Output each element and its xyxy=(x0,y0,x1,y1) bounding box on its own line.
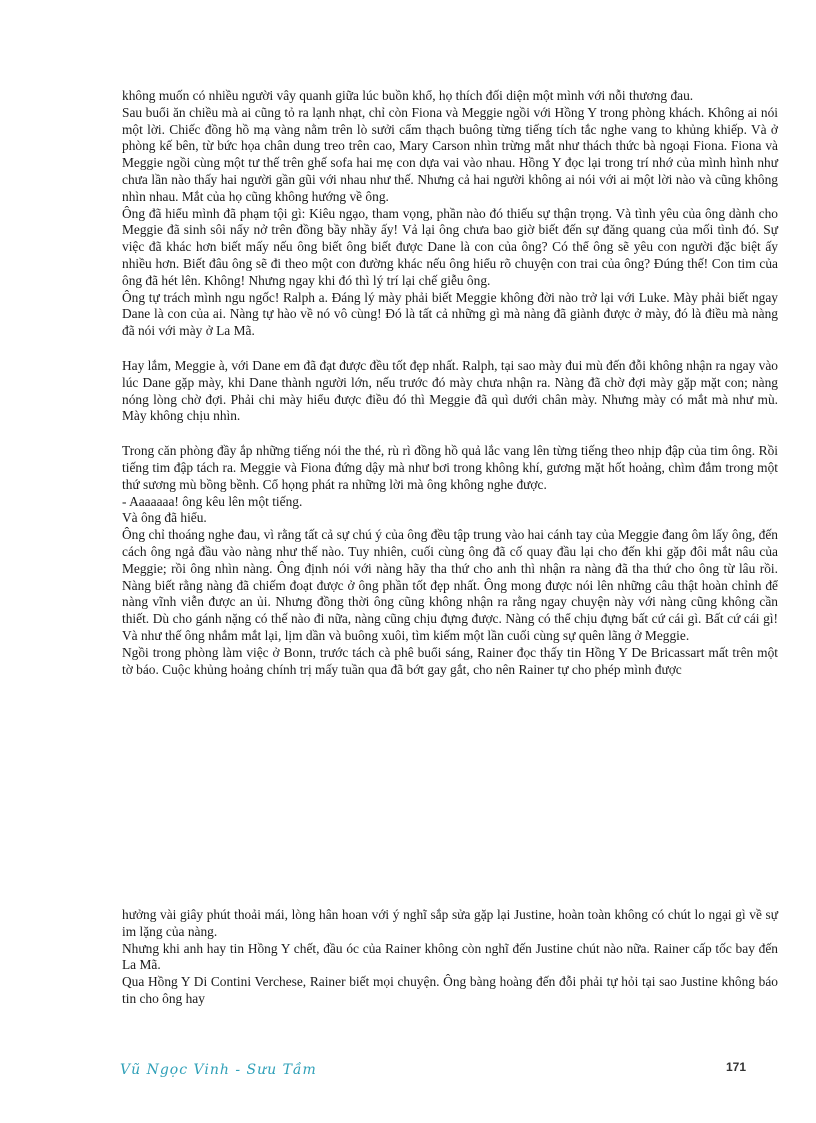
paragraph-gap xyxy=(122,340,778,358)
paragraph: Ông đã hiểu mình đã phạm tội gì: Kiêu ngạo, tham vọng, phần nào đó thiếu sự thận trọng. Và tình yêu của ông dành cho Meggie đã sinh sôi nẩy nở trên đồng bầy nhầy ấy! Vả lại ông chưa bao giờ biết đến sự đăng quang của mối tình đó. Sự việc đã khác hơn biết mấy nếu ông biết ông biết được Dane là con của ông? Có thể ông sẽ yêu con người đặc biệt ấy nhiều hơn. Biết đâu ông sẽ đi theo một con đường khác nếu ông hiểu rõ chuyện con trai của ông? Đúng thế! Con tim của ông đã hét lên. Không! Nhưng ngay khi đó thì lý trí lại chế giễu ông. xyxy=(122,205,778,288)
paragraph: Ông chỉ thoáng nghe đau, vì rằng tất cả sự chú ý của ông đều tập trung vào hai cánh tay của Meggie đang ôm lấy ông, đến cách ông ngả đầu vào nàng như thế nào. Tuy nhiên, cuối cùng ông đã cố quay đầu lại cho đến khi gặp đôi mắt nâu của Meggie; rồi ông nhìn nàng. Ông định nói với nàng hãy tha thứ cho anh thì nhận ra nàng đã tha thứ cho ông từ lâu rồi. Nàng biết rằng nàng đã chiếm đoạt được ở ông phần tốt đẹp nhất. Ông mong được nói lên những câu thật hoàn chỉnh để nàng vĩnh viễn được an ủi. Nhưng đồng thời ông cũng không nhận ra rằng ngay chuyện này với nàng cũng không cần thiết. Dù cho gánh nặng có thế nào đi nữa, nàng cũng chịu đựng được. Nàng có thể chịu đựng bất cứ cái gì. Bất cứ cái gì! Và như thế ông nhắm mắt lại, lịm dần và buông xuôi, tìm kiếm một lần cuối cùng sự quên lãng ở Meggie. xyxy=(122,527,778,643)
paragraph: Hay lắm, Meggie à, với Dane em đã đạt được đều tốt đẹp nhất. Ralph, tại sao mày đui mù đến đỗi không nhận ra ngay vào lúc Dane gặp mày, khi Dane thành người lớn, nếu trước đó mày chưa nhận ra. Nàng đã chờ đợi mày gặp mặt con; nàng nóng lòng chờ đợi. Phải chi mày hiểu được điều đó thì Meggie đã quì dưới chân mày. Nhưng mày có mắt mà như mù. Mày không chịu nhìn. xyxy=(122,357,778,424)
text-block-top xyxy=(122,88,778,678)
paragraph: Qua Hồng Y Di Contini Verchese, Rainer biết mọi chuyện. Ông bàng hoàng đến đỗi phải tự hỏi tại sao Justine không báo tin cho ông hay xyxy=(122,974,778,1006)
paragraph: Và ông đã hiểu. xyxy=(122,510,207,526)
paragraph: - Aaaaaaa! ông kêu lên một tiếng. xyxy=(122,493,303,509)
paragraph-gap xyxy=(122,425,778,443)
paragraph: Ngồi trong phòng làm việc ở Bonn, trước tách cà phê buổi sáng, Rainer đọc thấy tin Hồng Y De Bricassart mất trên một tờ báo. Cuộc khủng hoảng chính trị mấy tuần qua đã bớt gay gắt, cho nên Rainer tự cho phép mình được xyxy=(122,644,778,677)
paragraph: Ông tự trách mình ngu ngốc! Ralph a. Đáng lý mày phải biết Meggie không đời nào trở lại với Luke. Mày phải biết ngay Dane là con của ai. Nàng tự hào về nó vô cùng! Đó là tất cả những gì mà nàng đã giành được ở mày, đó là điều mà nàng đã nói với mày ở La Mã. xyxy=(122,289,778,339)
page-number: 171 xyxy=(726,1060,747,1074)
footer-credit: Vũ Ngọc Vinh - Sưu Tầm xyxy=(120,1062,317,1078)
paragraph: không muốn có nhiều người vây quanh giữa lúc buồn khổ, họ thích đối diện một mình với nỗi thương đau. xyxy=(122,88,694,103)
paragraph: hưởng vài giây phút thoải mái, lòng hân hoan với ý nghĩ sắp sửa gặp lại Justine, hoàn toàn không có chút lo ngại gì về sự im lặng của nàng. xyxy=(122,907,778,939)
text-block-bottom xyxy=(122,907,778,1008)
paragraph: Nhưng khi anh hay tin Hồng Y chết, đầu óc của Rainer không còn nghĩ đến Justine chút nào nữa. Rainer cấp tốc bay đến La Mã. xyxy=(122,940,778,973)
paragraph: Trong căn phòng đầy ắp những tiếng nói the thé, rù rì đồng hồ quả lắc vang lên từng tiếng theo nhịp đập của tim ông. Rồi tiếng tim đập tách ra. Meggie và Fiona đứng dậy mà như bơi trong không khí, gương mặt hốt hoảng, chìm đắm trong một thứ sương mù bồng bềnh. Cổ họng phát ra những lời mà ông không nghe được. xyxy=(122,443,778,492)
paragraph: Sau buổi ăn chiều mà ai cũng tỏ ra lạnh nhạt, chỉ còn Fiona và Meggie ngồi với Hồng Y trong phòng khách. Không ai nói một lời. Chiếc đồng hồ mạ vàng nằm trên lò sưởi cẩm thạch buông từng tiếng tích tắc nghe vang to khủng khiếp. Và ở phòng kế bên, từ bức họa chân dung treo trên cao, Mary Carson nhìn trừng mắt như thách thức bà ngoại Fiona. Fiona và Meggie ngồi cùng một tư thế trên ghế sofa hai mẹ con dựa vai vào nhau. Hồng Y đọc lại trong trí nhớ của mình hình như chưa lần nào thấy hai người gần gũi với nhau như thế. Nhưng cả hai người không ai nói với ai một lời nào và cũng không nhìn nhau. Mắt của họ cũng không hướng về ông. xyxy=(122,104,778,204)
